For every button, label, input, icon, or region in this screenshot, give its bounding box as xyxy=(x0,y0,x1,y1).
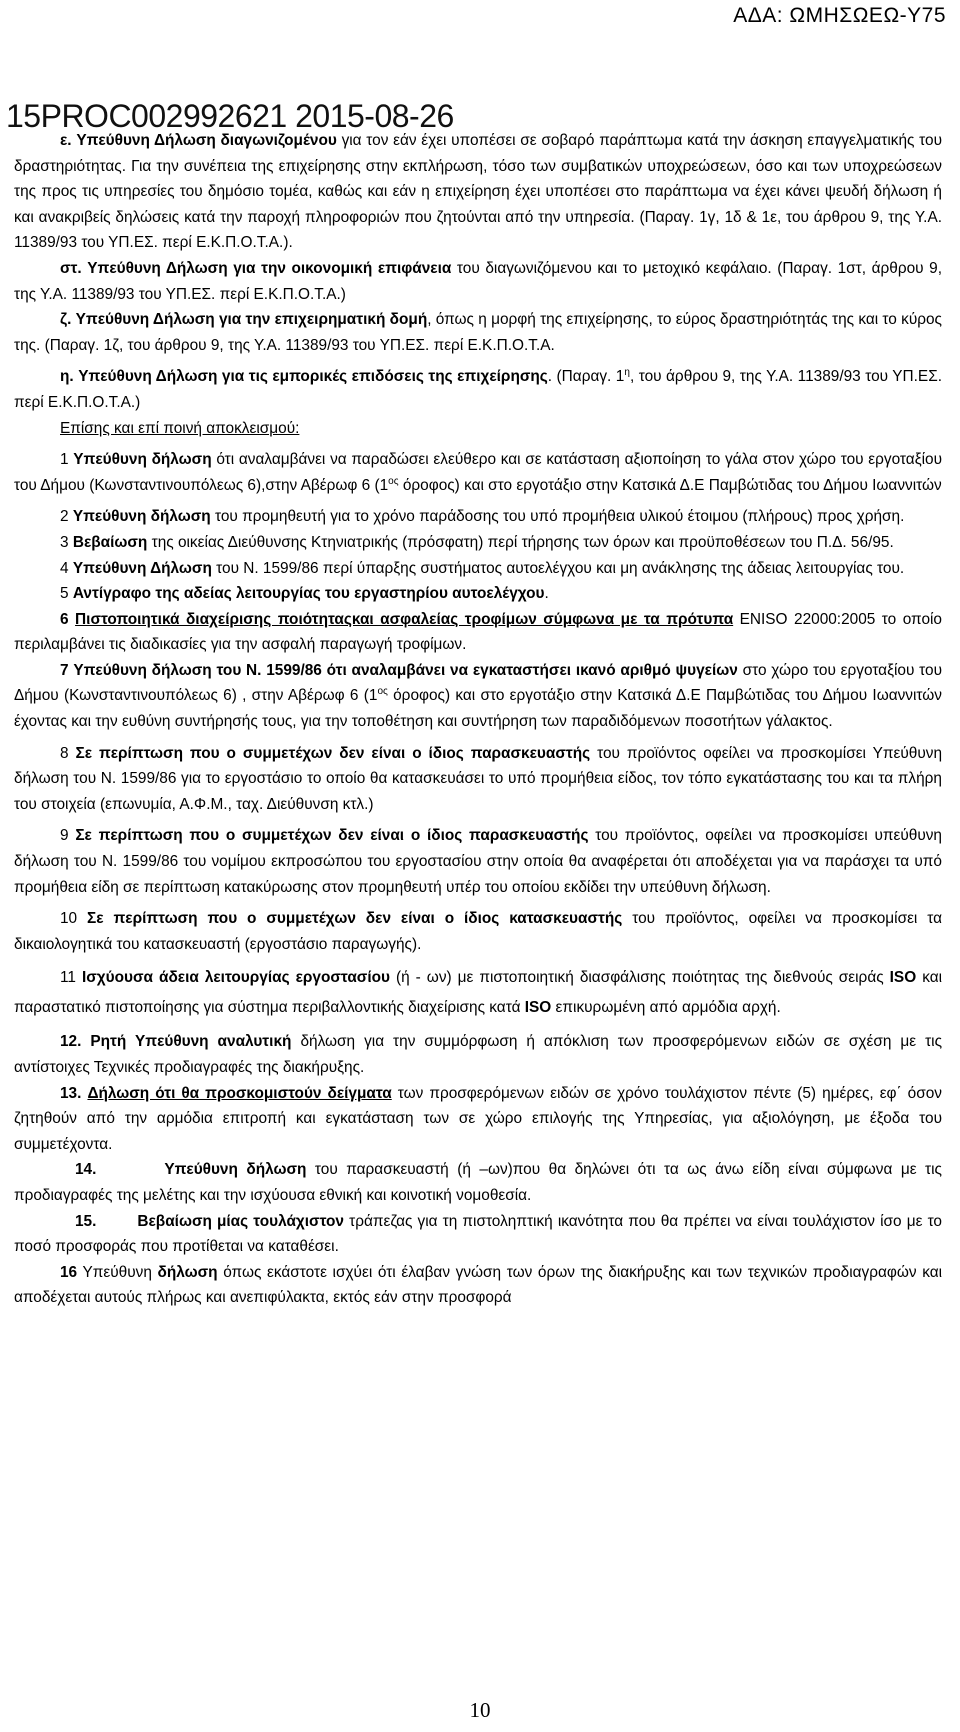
list-item: 16 Υπεύθυνη δήλωση όπως εκάστοτε ισχύει ότι έλαβαν γνώση των όρων της διακήρυξης και των τεχνικών προδιαγραφών και αποδέχεται αυτούς πλήρως και ανεπιφύλακτα, εκτός εάν στην προσφορά xyxy=(14,1263,943,1307)
list-item: 10 Σε περίπτωση που ο συμμετέχων δεν είναι ο ίδιος κατασκευαστής του προϊόντος, οφείλει να προσκομίσει τα δικαιολογητικά του κατασκευαστή (εργοστάσιο παραγωγής). xyxy=(14,910,943,953)
protocol-number: 15PROC002992621 2015-08-26 xyxy=(6,98,454,134)
list-item: 1 Υπεύθυνη δήλωση ότι αναλαμβάνει να παραδώσει ελεύθερο και σε κατάσταση αξιοποίηση το γάλα στον χώρο του εργοταξίου του Δήμου (Κωνσταντινουπόλεως 6),στην Αβέρωφ 6 ($1^{o\varsigma}$ όροφος) και στο εργοτάξιο στην Κατσικά Δ.Ε Παμβώτιδας του Δήμου Ιωαννιτών xyxy=(14,451,942,494)
list-item: 13. Δήλωση ότι θα προσκομιστούν δείγματα των προσφερόμενων ειδών σε χρόνο τουλάχιστον πέντε (5) ημέρες, εφ΄ όσον ζητηθούν από την αρμόδια επιτροπή και εγκατάσταση των σε χώρο επιλογής της Υπηρεσίας, για αξιολόγηση, με έξοδα του συμμετέχοντα. xyxy=(14,1084,942,1153)
paragraph-z: ζ. Υπεύθυνη Δήλωση για την επιχειρηματική δομή, όπως η μορφή της επιχείρησης, το εύρος δραστηριότητάς της και το κύρος της. (Παραγ. 1ζ, του άρθρου 9, της Υ.Α. 11389/93 του ΥΠ.ΕΣ. περί Ε.Κ.Π.Ο.Τ.Α. xyxy=(14,311,942,354)
document-body xyxy=(14,128,942,1311)
page-number: 10 xyxy=(469,1698,491,1722)
list-item: 15. Βεβαίωση μίας τουλάχιστον τράπεζας για τη πιστοληπτική ικανότητα που θα πρέπει να είναι τουλάχιστον ίσο με το ποσό προσφοράς που προτίθεται να καταθέσει. xyxy=(14,1212,942,1256)
list-item: 8 Σε περίπτωση που ο συμμετέχων δεν είναι ο ίδιος παρασκευαστής του προϊόντος οφείλει να προσκομίσει Υπεύθυνη δήλωση του Ν. 1599/86 για το εργοστάσιο το οποίο θα κατασκευάσει το υπό προμήθεια είδος, τον τόπο εγκατάστασης του και τα πλήρη του στοιχεία (επωνυμία, Α.Φ.Μ., ταχ. Διεύθυνση κτλ.) xyxy=(14,744,943,813)
paragraph-st: στ. Υπεύθυνη Δήλωση για την οικονομική επιφάνεια του διαγωνιζόμενου και το μετοχικό κεφάλαιο. (Παραγ. 1στ, άρθρου 9, της Υ.Α. 11389/93 του ΥΠ.ΕΣ. περί Ε.Κ.Π.Ο.Τ.Α.) xyxy=(14,259,942,303)
list-item: 5 Αντίγραφο της αδείας λειτουργίας του εργαστηρίου αυτοελέγχου. xyxy=(60,585,549,603)
ada-code: ΑΔΑ: ΩΜΗΣΩΕΩ-Υ75 xyxy=(733,4,946,27)
list-item: 2 Υπεύθυνη δήλωση του προμηθευτή για το χρόνο παράδοσης του υπό προμήθεια υλικού έτοιμου (πλήρους) προς χρήση. xyxy=(60,508,905,526)
section-heading: Επίσης και επί ποινή αποκλεισμού: xyxy=(60,419,300,437)
list-item: 11 Ισχύουσα άδεια λειτουργίας εργοστασίου (ή - ων) με πιστοποιητική διασφάλισης ποιότητας της διεθνούς σειράς ISO και παραστατικό πιστοποίησης για σύστημα περιβαλλοντικής διαχείρισης κατά ISO επικυρωμένη από αρμόδια αρχή. xyxy=(14,969,943,1017)
list-item: 14. Υπεύθυνη δήλωση του παρασκευαστή (ή –ων)που θα δηλώνει ότι τα ως άνω είδη είναι σύμφωνα με τις προδιαγραφές της μελέτης και την ισχύουσα εθνική και κοινοτική νομοθεσία. xyxy=(14,1161,942,1204)
list-item: 9 Σε περίπτωση που ο συμμετέχων δεν είναι ο ίδιος παρασκευαστής του προϊόντος, οφείλει να προσκομίσει υπεύθυνη δήλωση του Ν. 1599/86 του νομίμου εκπροσώπου του εργοστασίου στην οποία θα αναφέρεται ότι αποδέχεται για να παράσχει τα υπό προμήθεια είδη σε περίπτωση κατακύρωσης στον προμηθευτή υπέρ του οποίου εκδίδει την υπεύθυνη δήλωση. xyxy=(14,827,942,896)
list-item: 6 Πιστοποιητικά διαχείρισης ποιότηταςκαι ασφαλείας τροφίμων σύμφωνα με τα πρότυπα ΕΝΙSO 22000:2005 το οποίο περιλαμβάνει τις διαδικασίες για την ασφαλή παραγωγή τροφίμων. xyxy=(14,610,942,654)
list-item: 4 Υπεύθυνη Δήλωση του Ν. 1599/86 περί ύπαρξης συστήματος αυτοελέγχου και μη ανάκλησης της άδειας λειτουργίας του. xyxy=(60,559,905,577)
list-item: 7 Υπεύθυνη δήλωση του Ν. 1599/86 ότι αναλαμβάνει να εγκαταστήσει ικανό αριθμό ψυγείων στο χώρο του εργοταξίου του Δήμου (Κωνσταντινουπόλεως 6) , στην Αβέρωφ 6 ($1^{o\varsigma}$ όροφος) και στο εργοτάξιο στην Κατσικά Δ.Ε Παμβώτιδας του Δήμου Ιωαννιτών έχοντας και την ευθύνη συντήρησής τους, για την τοποθέτηση και συντήρηση των παραδιδόμενων ποσοτήτων γάλακτος. xyxy=(14,661,942,731)
paragraph-h: η. Υπεύθυνη Δήλωση για τις εμπορικές επιδόσεις της επιχείρησης. (Παραγ. $1^\eta$, του άρθρου 9, της Υ.Α. 11389/93 του ΥΠ.ΕΣ. περί Ε.Κ.Π.Ο.Τ.Α.) xyxy=(14,367,942,411)
paragraph-e: ε. Υπεύθυνη Δήλωση διαγωνιζομένου για τον εάν έχει υποπέσει σε σοβαρό παράπτωμα κατά την άσκηση επαγγελματικής του δραστηριότητας. Για την συνέπεια της επιχείρησης στην εκπλήρωση, τόσο των συμβατικών υποχρεώσεων, όσο και των υποχρεώσεων της προς τις υπηρεσίες του δημόσιο τομέα, καθώς και εάν η επιχείρηση έχει υποπέσει στο παράπτωμα να έχει κάνει ψευδή δήλωση ή και ανακριβείς δηλώσεις κατά την παροχή πληροφοριών που ζητούνται από την υπηρεσία. (Παραγ. 1γ, 1δ & 1ε, του άρθρου 9, της Υ.Α. 11389/93 του ΥΠ.ΕΣ. περί Ε.Κ.Π.Ο.Τ.Α.). xyxy=(14,132,943,252)
list-item: 3 Βεβαίωση της οικείας Διεύθυνσης Κτηνιατρικής (πρόσφατη) περί τήρησης των όρων και προϋποθέσεων του Π.Δ. 56/95. xyxy=(60,533,894,551)
list-item: 12. Ρητή Υπεύθυνη αναλυτική δήλωση για την συμμόρφωση ή απόκλιση των προσφερόμενων ειδών σε σχέση με τις αντίστοιχες Τεχνικές προδιαγραφές της διακήρυξης. xyxy=(14,1033,943,1076)
